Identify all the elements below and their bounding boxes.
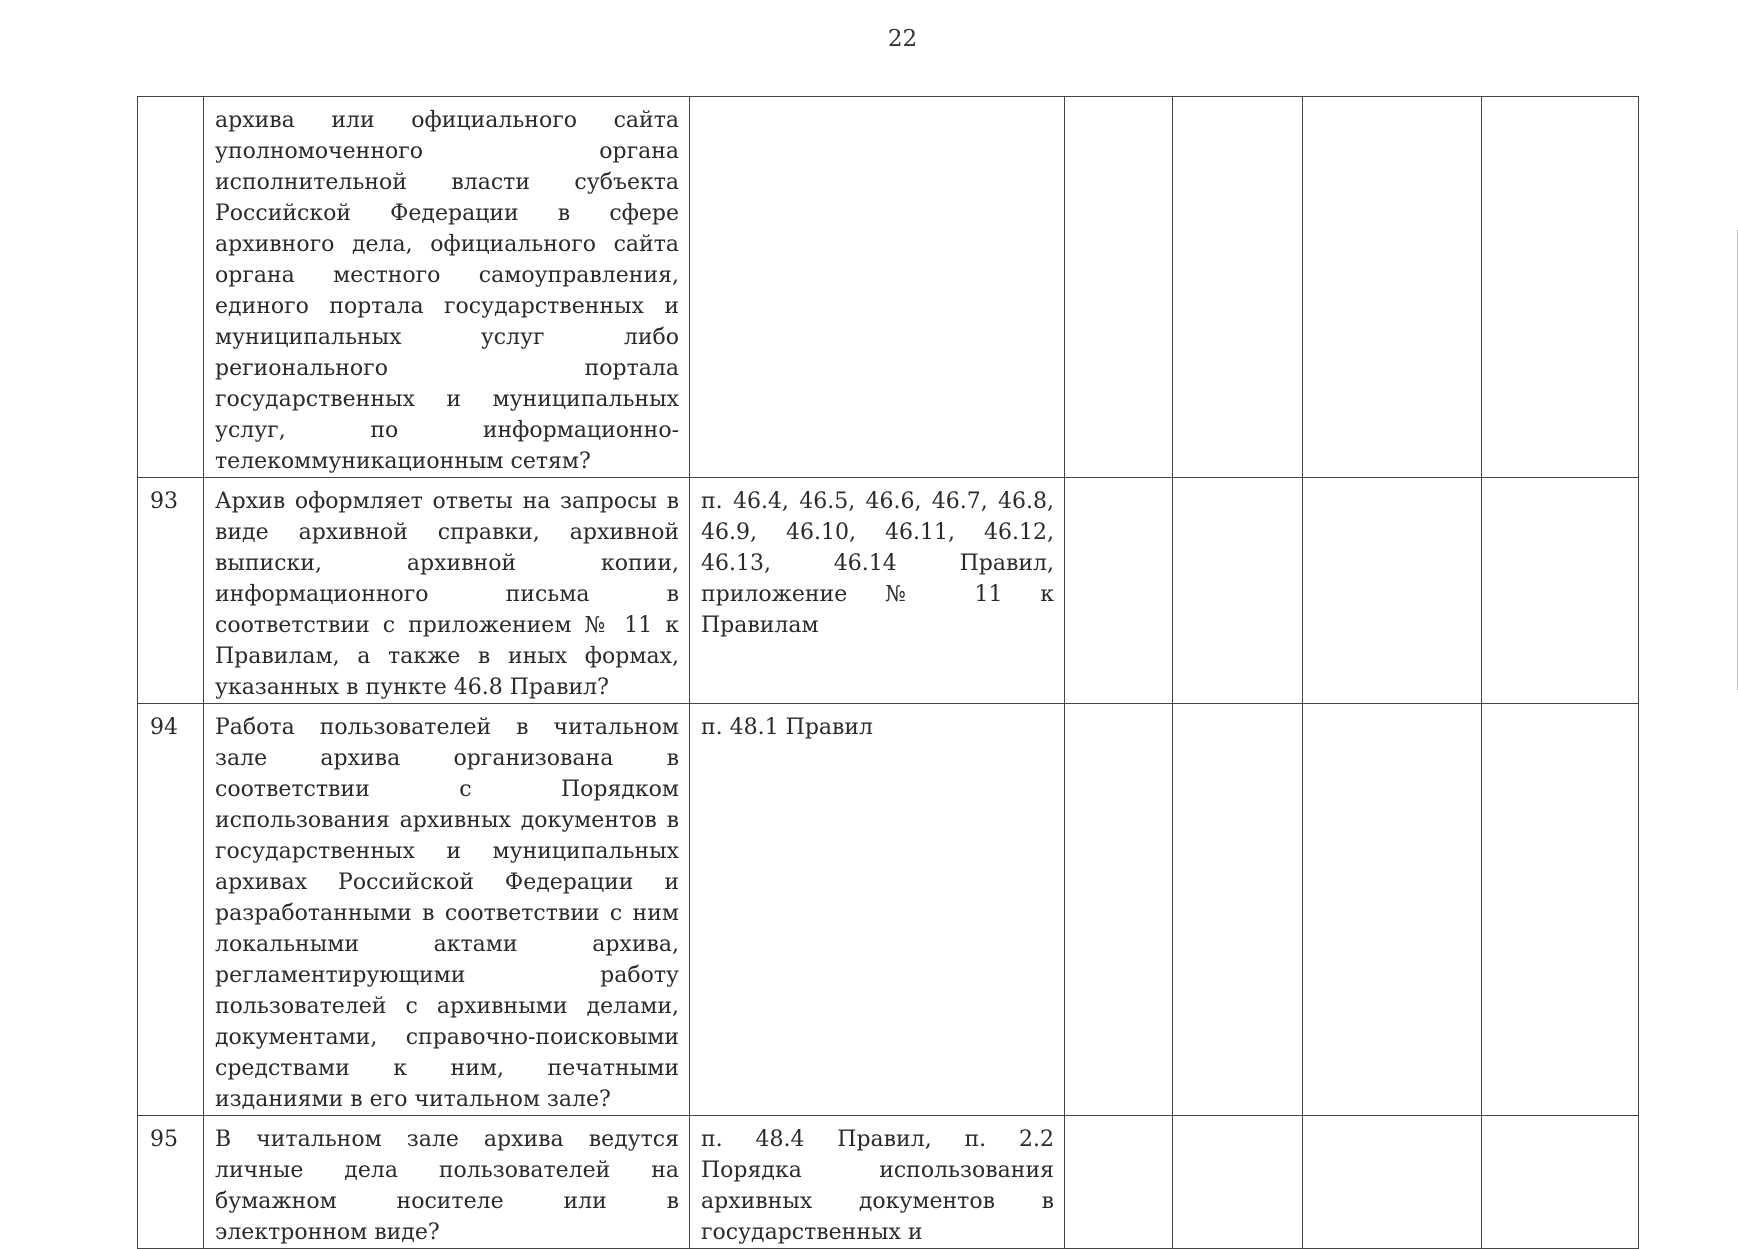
answer-yes-cell: [1065, 1116, 1173, 1249]
legal-basis-cell: п. 48.1 Правил: [690, 704, 1065, 1116]
legal-basis-cell: п. 48.4 Правил, п. 2.2 Порядка использования архивных документов в государственных и: [690, 1116, 1065, 1249]
question-cell: архива или официального сайта уполномоченного органа исполнительной власти субъекта Российской Федерации в сфере архивного дела, официального сайта органа местного самоуправления, единого портала государственных и муниципальных услуг либо регионального портала государственных и муниципальных услуг, по информационно-телекоммуникационным сетям?: [204, 97, 690, 478]
row-number-cell: [138, 97, 204, 478]
answer-yes-cell: [1065, 478, 1173, 704]
note-cell: [1482, 97, 1639, 478]
not-applicable-cell: [1303, 97, 1482, 478]
page-number: 22: [887, 26, 918, 52]
legal-basis-cell: [690, 97, 1065, 478]
table-row: [138, 478, 1639, 704]
row-number-cell: 95: [138, 1116, 204, 1249]
answer-no-cell: [1173, 478, 1303, 704]
legal-basis-cell: п. 46.4, 46.5, 46.6, 46.7, 46.8, 46.9, 46.10, 46.11, 46.12, 46.13, 46.14 Правил, приложение № 11 к Правилам: [690, 478, 1065, 704]
answer-no-cell: [1173, 1116, 1303, 1249]
checklist-table: [137, 96, 1639, 1249]
table-row: [138, 97, 1639, 478]
note-cell: [1482, 704, 1639, 1116]
not-applicable-cell: [1303, 704, 1482, 1116]
question-cell: Работа пользователей в читальном зале архива организована в соответствии с Порядком использования архивных документов в государственных и муниципальных архивах Российской Федерации и разработанными в соответствии с ним локальными актами архива, регламентирующими работу пользователей с архивными делами, документами, справочно-поисковыми средствами к ним, печатными изданиями в его читальном зале?: [204, 704, 690, 1116]
answer-no-cell: [1173, 704, 1303, 1116]
answer-no-cell: [1173, 97, 1303, 478]
answer-yes-cell: [1065, 704, 1173, 1116]
note-cell: [1482, 1116, 1639, 1249]
not-applicable-cell: [1303, 1116, 1482, 1249]
row-number-cell: 94: [138, 704, 204, 1116]
not-applicable-cell: [1303, 478, 1482, 704]
table-row: [138, 704, 1639, 1116]
answer-yes-cell: [1065, 97, 1173, 478]
note-cell: [1482, 478, 1639, 704]
question-cell: Архив оформляет ответы на запросы в виде архивной справки, архивной выписки, архивной копии, информационного письма в соответствии с приложением № 11 к Правилам, а также в иных формах, указанных в пункте 46.8 Правил?: [204, 478, 690, 704]
question-cell: В читальном зале архива ведутся личные дела пользователей на бумажном носителе или в электронном виде?: [204, 1116, 690, 1249]
row-number-cell: 93: [138, 478, 204, 704]
table-row: [138, 1116, 1639, 1249]
